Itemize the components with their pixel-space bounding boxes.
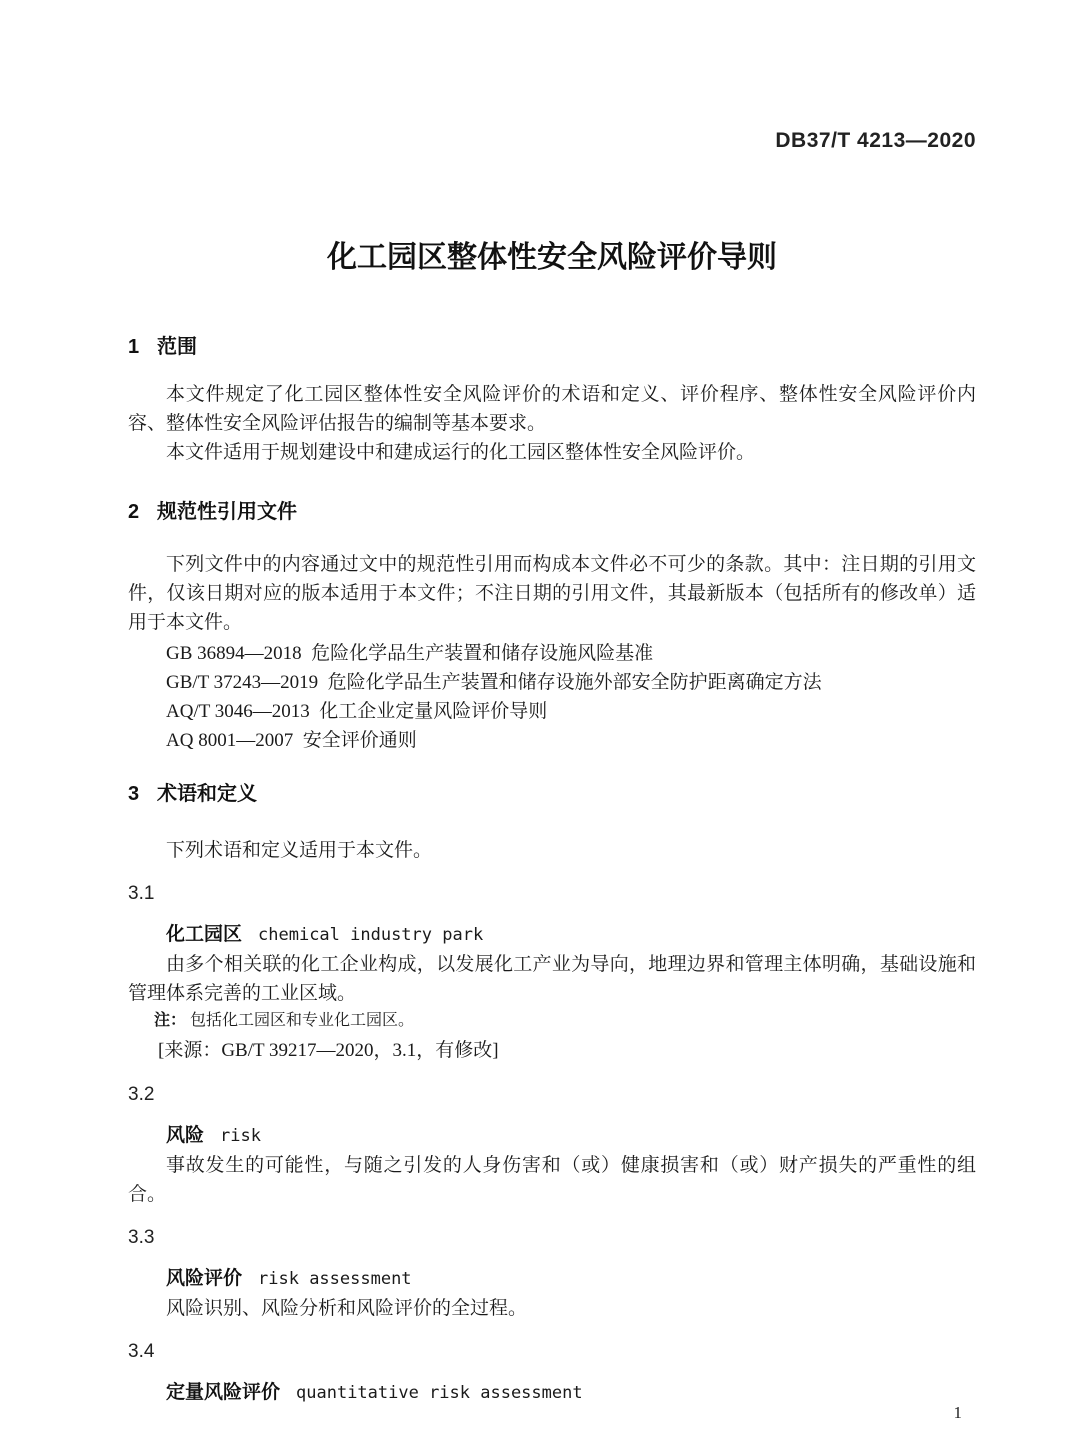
note-text: 包括化工园区和专业化工园区。 [190, 1012, 415, 1029]
term-id: 3.4 [128, 1341, 155, 1362]
term-note [128, 1008, 976, 1034]
term-en: quantitative risk assessment [296, 1383, 583, 1403]
section-heading-text: 术语和定义 [157, 783, 257, 805]
paragraph: 下列文件中的内容通过文中的规范性引用而构成本文件必不可少的条款。其中：注日期的引用文件，仅该日期对应的版本适用于本文件；不注日期的引用文件，其最新版本（包括所有的修改单）适用于本文件。 [128, 554, 976, 633]
paragraph: 本文件适用于规划建设中和建成运行的化工园区整体性安全风险评价。 [166, 442, 756, 463]
section-3-heading [128, 779, 976, 809]
reference-list [128, 639, 976, 755]
term-definition: 事故发生的可能性，与随之引发的人身伤害和（或）健康损害和（或）财产损失的严重性的组合。 [128, 1155, 976, 1205]
reference-item: AQ/T 3046—2013 化工企业定量风险评价导则 [166, 701, 548, 722]
document-title: 化工园区整体性安全风险评价导则 [327, 241, 777, 274]
section-number: 3 [128, 783, 140, 805]
section-heading-text: 范围 [157, 336, 197, 358]
term-id: 3.3 [128, 1227, 155, 1248]
term-zh: 风险 [166, 1125, 205, 1146]
term-zh: 化工园区 [166, 924, 243, 945]
term-en: chemical industry park [258, 925, 484, 945]
term-definition: 由多个相关联的化工企业构成，以发展化工产业为导向，地理边界和管理主体明确，基础设施和管理体系完善的工业区域。 [128, 954, 976, 1004]
page-number: 1 [953, 1403, 962, 1422]
term-definition: 风险识别、风险分析和风险评价的全过程。 [166, 1298, 528, 1319]
term-zh: 风险评价 [166, 1268, 243, 1289]
section-2-heading [128, 497, 976, 527]
term-id: 3.1 [128, 883, 155, 904]
term-en: risk [220, 1126, 261, 1146]
term-line [128, 1121, 976, 1151]
section-heading-text: 规范性引用文件 [157, 501, 297, 523]
section-1-heading [128, 332, 976, 362]
term-id: 3.2 [128, 1084, 155, 1105]
reference-item: GB 36894—2018 危险化学品生产装置和储存设施风险基准 [166, 643, 654, 664]
term-line [128, 1378, 976, 1408]
term-line [128, 920, 976, 950]
standard-code: DB37/T 4213—2020 [775, 129, 976, 152]
term-source: [来源：GB/T 39217—2020，3.1，有修改] [158, 1040, 499, 1061]
reference-item: GB/T 37243—2019 危险化学品生产装置和储存设施外部安全防护距离确定方法 [166, 672, 822, 693]
reference-item: AQ 8001—2007 安全评价通则 [166, 730, 417, 751]
section-number: 1 [128, 336, 140, 358]
paragraph: 下列术语和定义适用于本文件。 [166, 840, 433, 861]
note-label: 注： [154, 1012, 187, 1029]
term-en: risk assessment [258, 1269, 412, 1289]
section-number: 2 [128, 501, 140, 523]
paragraph: 本文件规定了化工园区整体性安全风险评价的术语和定义、评价程序、整体性安全风险评价内容、整体性安全风险评估报告的编制等基本要求。 [128, 384, 976, 434]
term-line [128, 1264, 976, 1294]
term-zh: 定量风险评价 [166, 1382, 281, 1403]
